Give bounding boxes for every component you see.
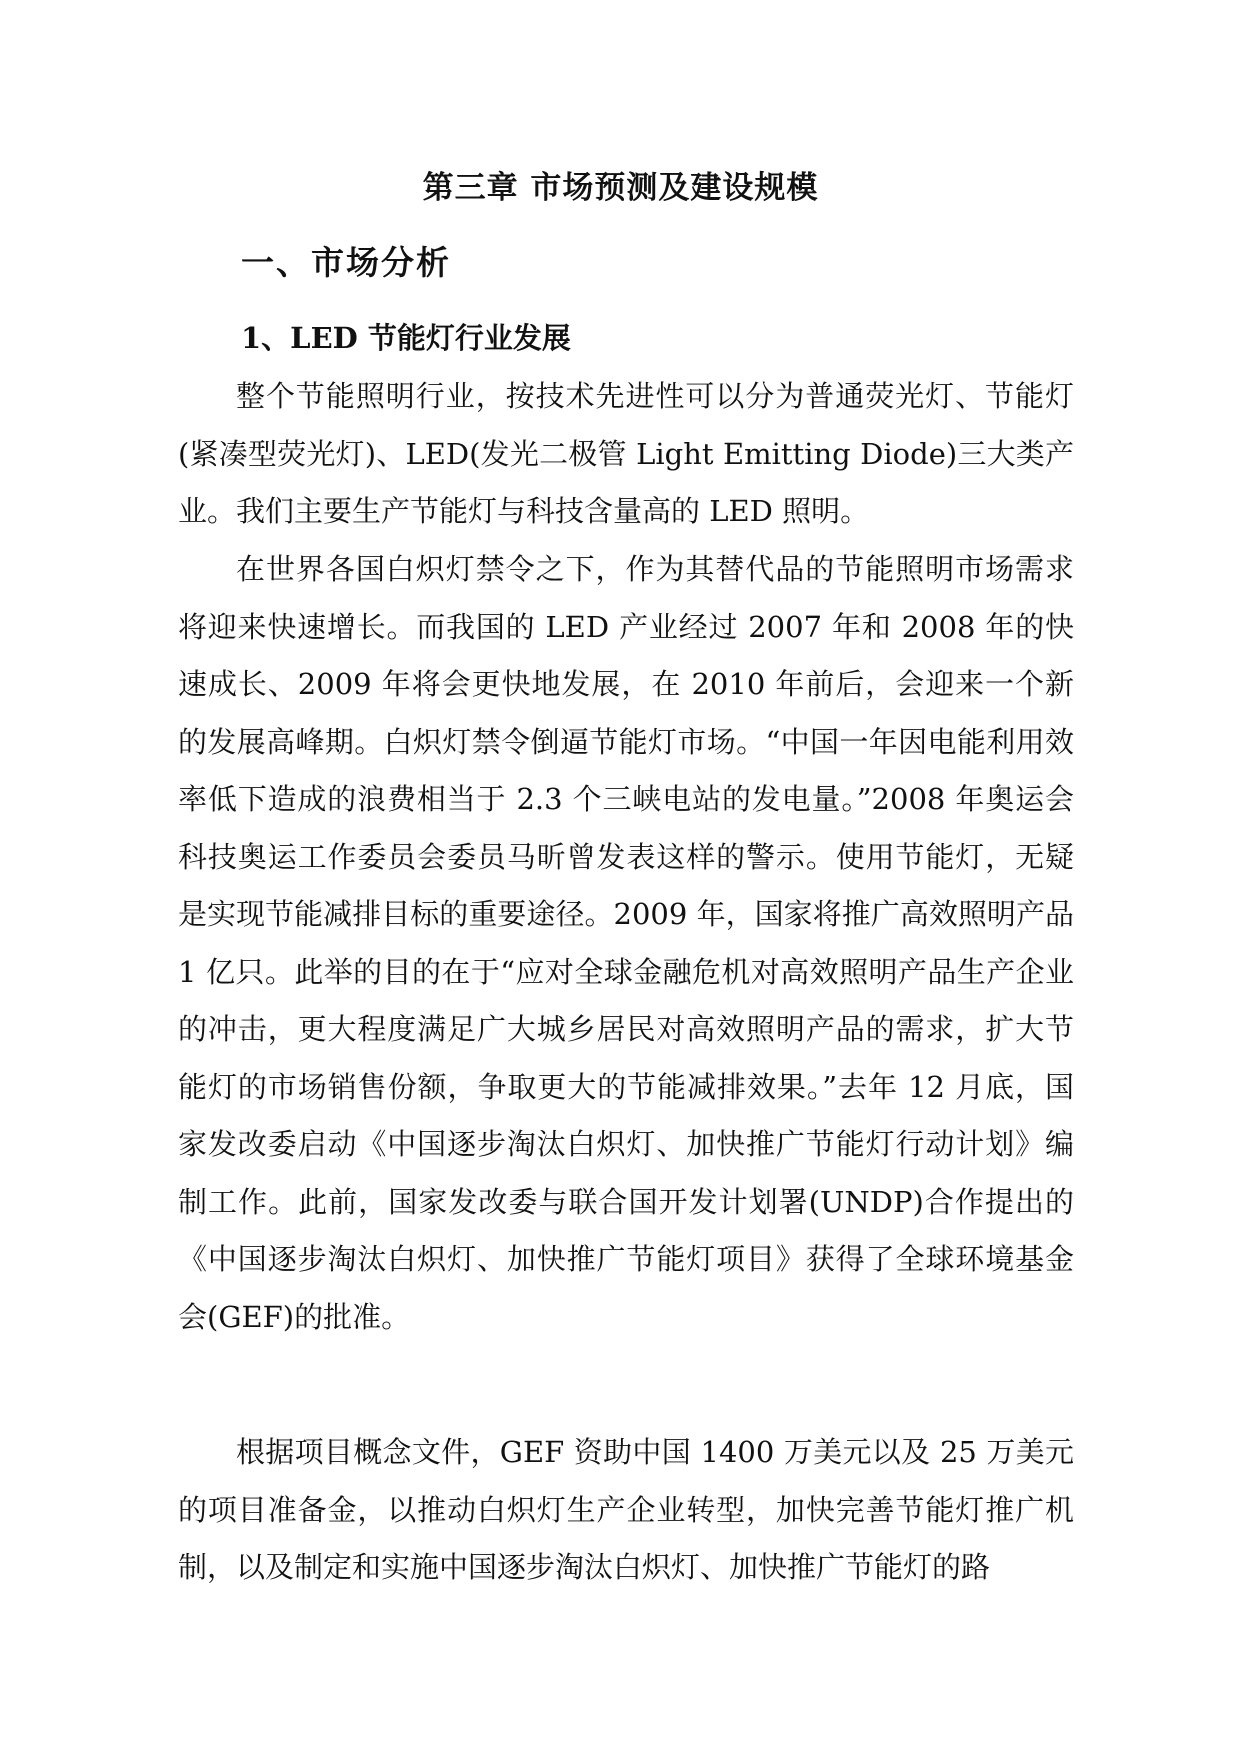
body-paragraph: 根据项目概念文件，GEF 资助中国 1400 万美元以及 25 万美元的项目准备金，以推动白炽灯生产企业转型，加快完善节能灯推广机制，以及制定和实施中国逐步淘汰白炽灯、加快推广节能灯的路 <box>178 1435 1074 1584</box>
body-paragraph: 整个节能照明行业，按技术先进性可以分为普通荧光灯、节能灯(紧凑型荧光灯)、LED(发光二极管 Light Emitting Diode)三大类产业。我们主要生产节能灯与科技含量高的 LED 照明。 <box>178 379 1074 528</box>
chapter-title: 第三章 市场预测及建设规模 <box>422 170 819 206</box>
subsection-heading: 1、LED 节能灯行业发展 <box>241 321 571 355</box>
body-paragraph: 在世界各国白炽灯禁令之下，作为其替代品的节能照明市场需求将迎来快速增长。而我国的 LED 产业经过 2007 年和 2008 年的快速成长、2009 年将会更快地发展，在 2010 年前后，会迎来一个新的发展高峰期。白炽灯禁令倒逼节能灯市场。“中国一年因电能利用效率低下造成的浪费相当于 2.3 个三峡电站的发电量。”2008 年奥运会科技奥运工作委员会委员马昕曾发表这样的警示。使用节能灯，无疑是实现节能减排目标的重要途径。2009 年，国家将推广高效照明产品 1 亿只。此举的目的在于“应对全球金融危机对高效照明产品生产企业的冲击，更大程度满足广大城乡居民对高效照明产品的需求，扩大节能灯的市场销售份额，争取更大的节能减排效果。”去年 12 月底，国家发改委启动《中国逐步淘汰白炽灯、加快推广节能灯行动计划》编制工作。此前，国家发改委与联合国开发计划署(UNDP)合作提出的《中国逐步淘汰白炽灯、加快推广节能灯项目》获得了全球环境基金会(GEF)的批准。 <box>178 552 1074 1334</box>
section-heading: 一、市场分析 <box>241 243 451 282</box>
